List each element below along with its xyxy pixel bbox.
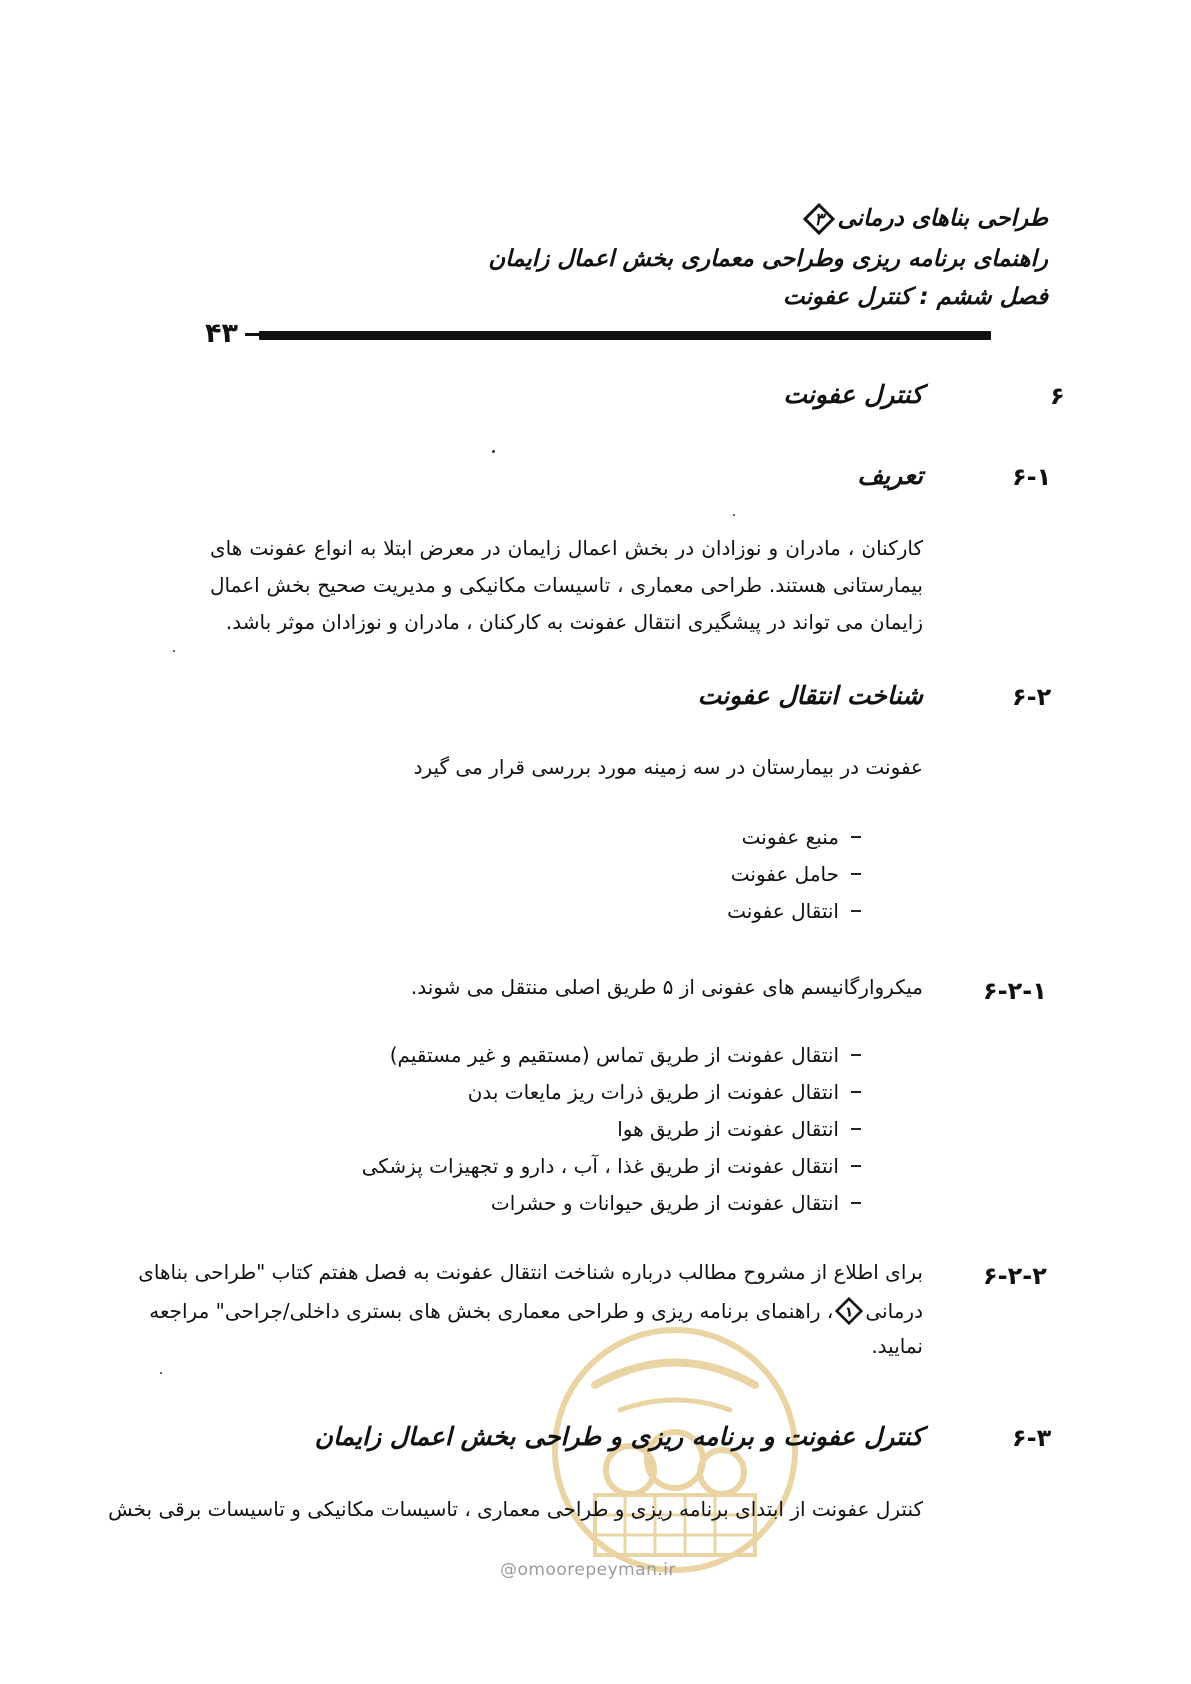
list-item: انتقال عفونت از طریق حیوانات و حشرات: [491, 1191, 861, 1215]
section-intro: عفونت در بیمارستان در سه زمینه مورد بررسی قرار می گیرد: [413, 755, 923, 779]
list-item: منبع عفونت: [742, 825, 861, 849]
scan-speck: [173, 650, 175, 652]
dash-icon: [851, 873, 861, 875]
list-item: انتقال عفونت از طریق هوا: [617, 1117, 861, 1141]
section-number: ۶-۱: [1012, 463, 1052, 491]
page-number: ۴۳: [205, 318, 238, 349]
header-rule-tail: [245, 333, 259, 336]
reference-line: نمایید.: [871, 1334, 923, 1358]
section-title: تعریف: [857, 461, 923, 490]
list-item: انتقال عفونت از طریق تماس (مستقیم و غیر مستقیم): [390, 1043, 861, 1067]
section-title: کنترل عفونت: [783, 380, 923, 409]
section-text: میکروارگانیسم های عفونی از ۵ طریق اصلی منتقل می شوند.: [410, 975, 923, 999]
svg-text:۱: ۱: [845, 1304, 854, 1321]
svg-text:۳: ۳: [814, 210, 825, 230]
reference-line: درمانی ۱ ، راهنمای برنامه ریزی و طراحی معماری بخش های بستری داخلی/جراحی" مراجعه: [149, 1299, 923, 1323]
list-item: انتقال عفونت از طریق ذرات ریز مایعات بدن: [468, 1080, 861, 1104]
dash-icon: [851, 910, 861, 912]
section-number: ۶-۳: [1012, 1424, 1052, 1452]
section-text: کنترل عفونت از ابتدای برنامه ریزی و طراحی معماری ، تاسیسات مکانیکی و تاسیسات برقی بخش: [108, 1497, 923, 1521]
reference-line: برای اطلاع از مشروح مطالب درباره شناخت انتقال عفونت به فصل هفتم کتاب "طراحی بناهای: [138, 1260, 923, 1284]
section-number: ۶: [1050, 382, 1065, 410]
header-rule: [259, 331, 991, 340]
section-title: کنترل عفونت و برنامه ریزی و طراحی بخش اعمال زایمان: [314, 1422, 923, 1451]
section-number: ۶-۲-۲: [983, 1262, 1047, 1290]
dash-icon: [851, 1165, 861, 1167]
list-item: انتقال عفونت از طریق غذا ، آب ، دارو و تجهیزات پزشکی: [362, 1154, 861, 1178]
list-item: انتقال عفونت: [727, 899, 861, 923]
header-chapter-title: فصل ششم : کنترل عفونت: [782, 284, 1048, 310]
header-guide-title: راهنمای برنامه ریزی وطراحی معماری بخش اعمال زایمان: [488, 246, 1048, 272]
section-number: ۶-۲: [1012, 683, 1052, 711]
scan-speck: [733, 514, 735, 516]
header-book-title: طراحی بناهای درمانی ۳: [801, 203, 1048, 235]
section-number: ۶-۲-۱: [983, 977, 1047, 1005]
section-title: شناخت انتقال عفونت: [697, 681, 923, 710]
scan-speck: [160, 1372, 162, 1374]
scan-speck: [492, 450, 495, 453]
dash-icon: [851, 1202, 861, 1204]
watermark-url: @omoorepeyman.ir: [500, 1560, 677, 1580]
dash-icon: [851, 1128, 861, 1130]
dash-icon: [851, 1054, 861, 1056]
list-item: حامل عفونت: [731, 862, 861, 886]
dash-icon: [851, 836, 861, 838]
dash-icon: [851, 1091, 861, 1093]
definition-paragraph: کارکنان ، مادران و نوزادان در بخش اعمال زایمان در معرض ابتلا به انواع عفونت های بیمارستانی هستند. طراحی معماری ، تاسیسات مکانیکی و مدیریت صحیح بخش اعمال زایمان می تواند در پیشگیری انتقال عفونت به کارکنان ، مادران و نوزادان موثر باشد.: [210, 536, 923, 634]
volume-badge-icon: [803, 203, 835, 235]
